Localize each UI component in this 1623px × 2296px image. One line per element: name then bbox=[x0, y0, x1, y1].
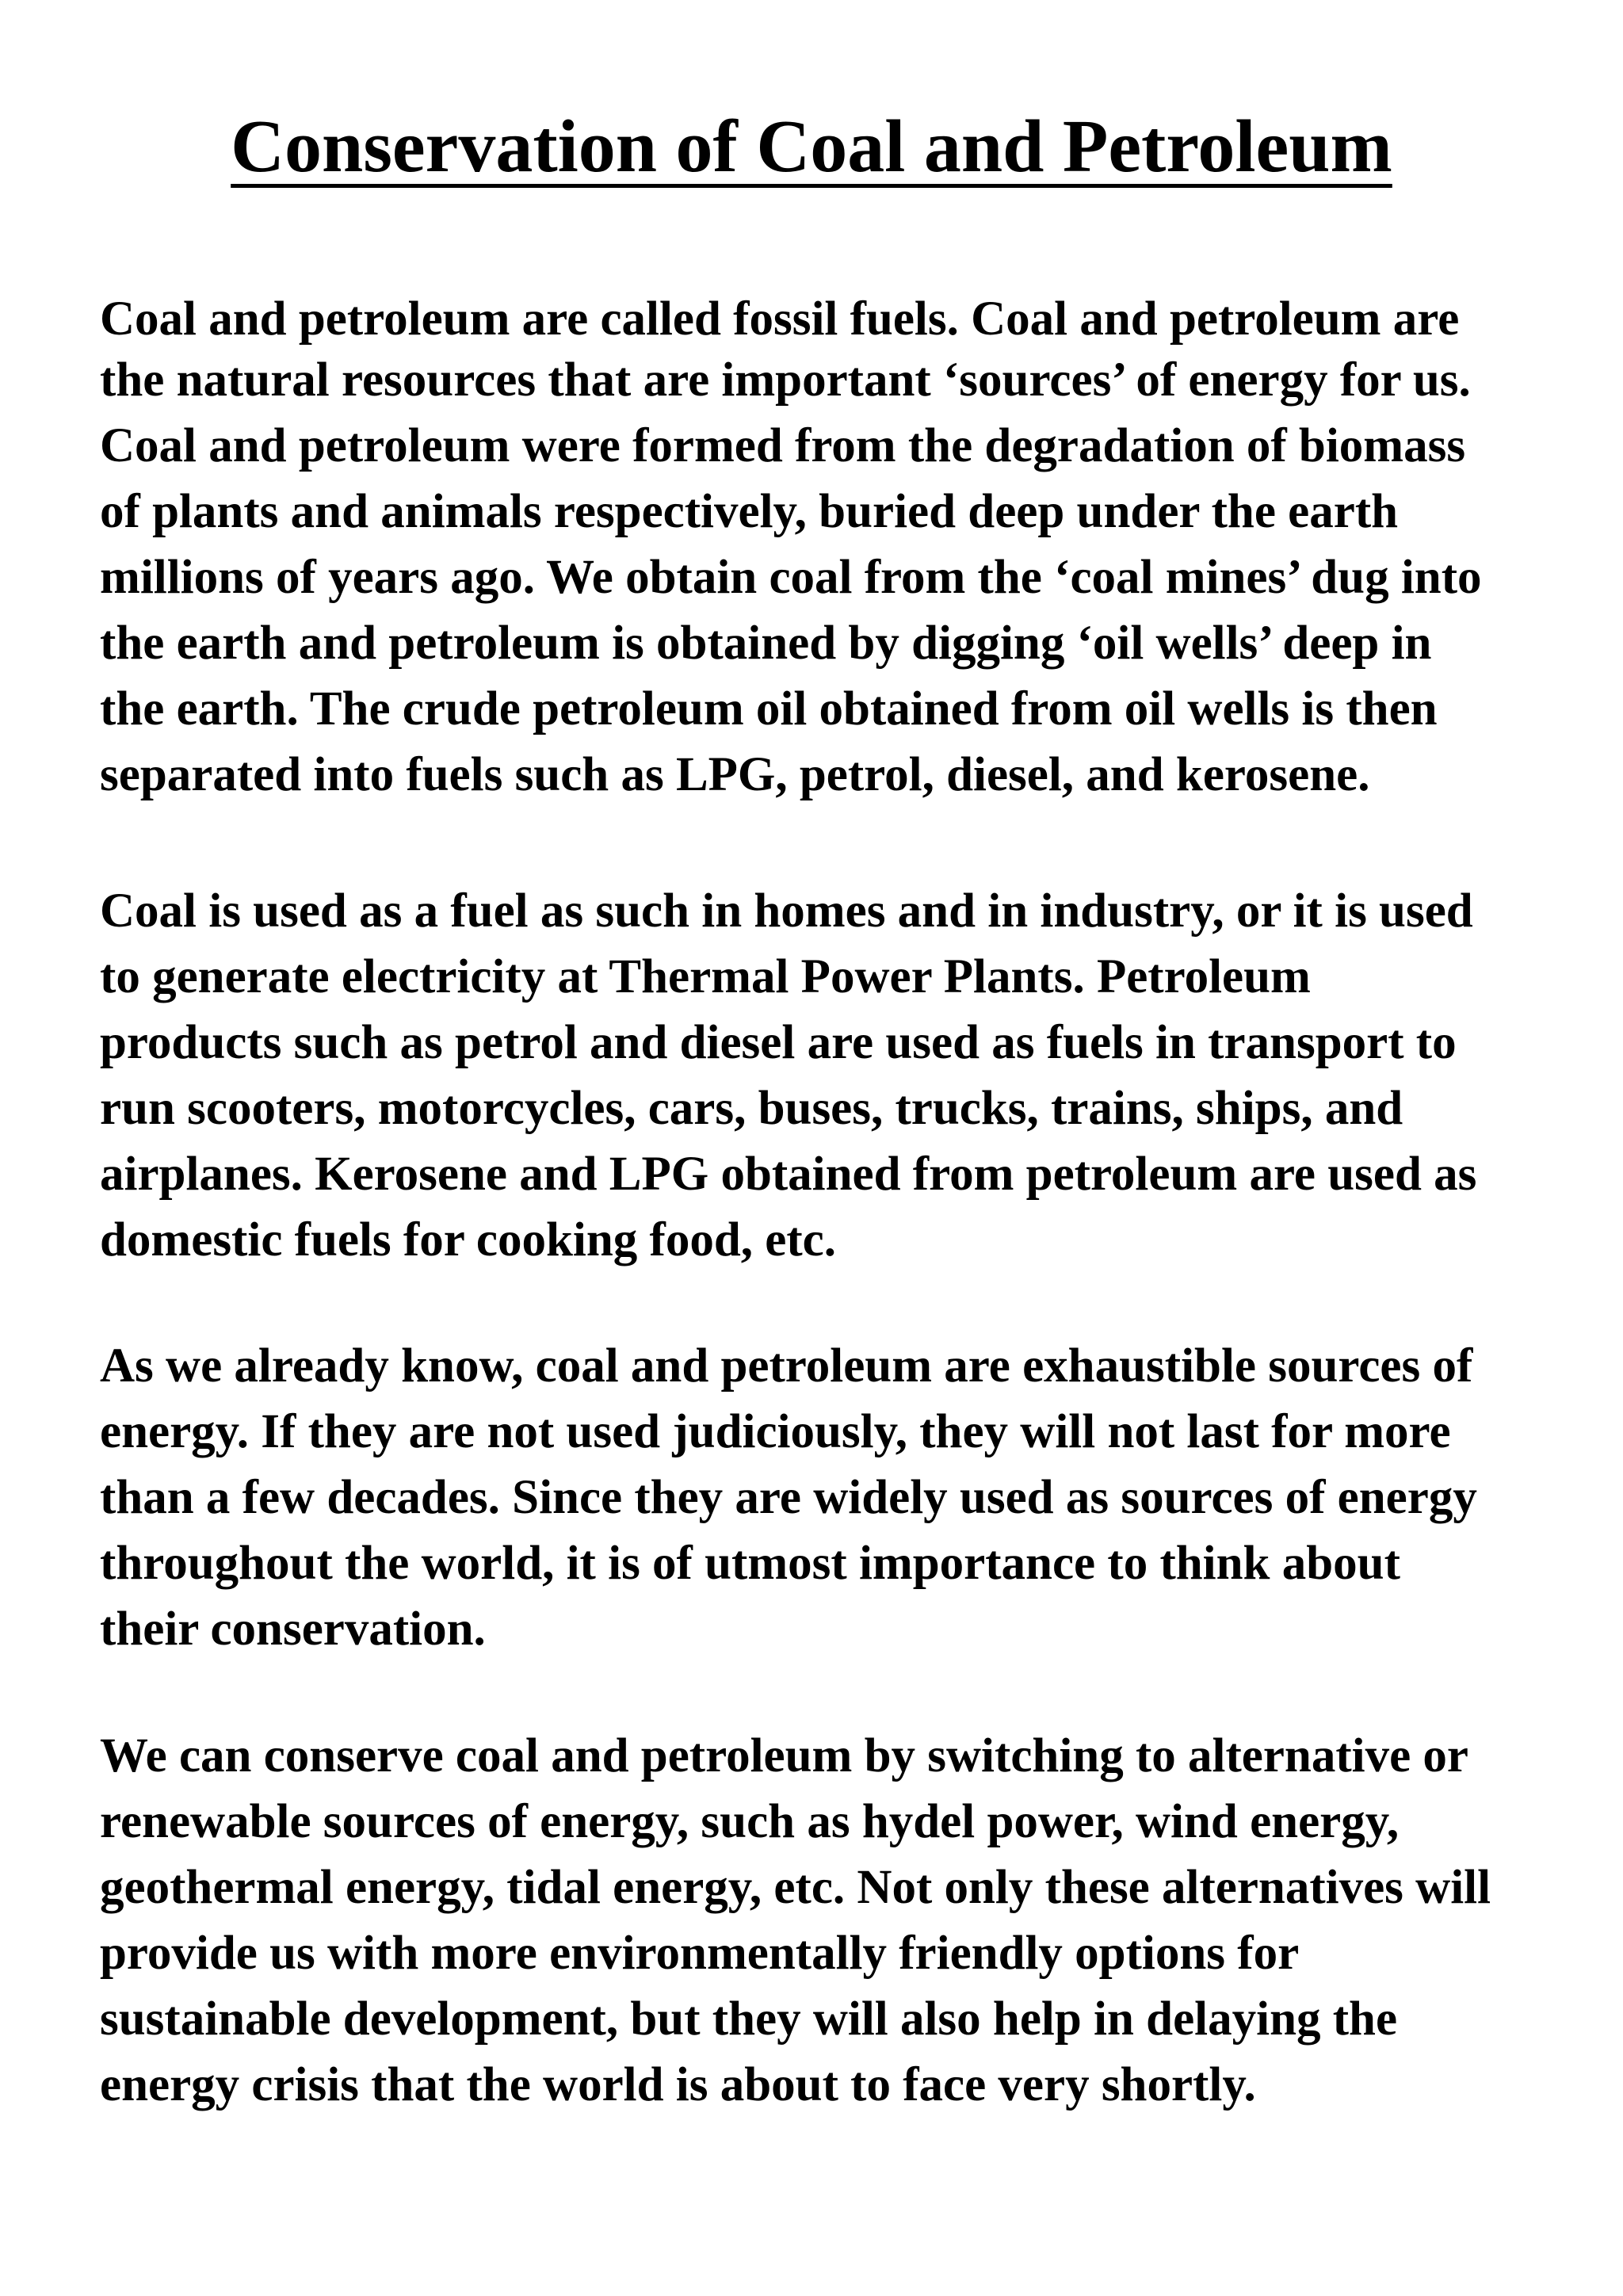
paragraph-line: As we already know, coal and petroleum are exhaustible sources of bbox=[100, 1339, 1473, 1392]
paragraph-line: sustainable development, but they will also help in delaying the bbox=[100, 1992, 1398, 2046]
paragraph-line: provide us with more environmentally friendly options for bbox=[100, 1927, 1300, 1980]
paragraph-line: the earth. The crude petroleum oil obtained from oil wells is then bbox=[100, 682, 1438, 735]
paragraph-fossil-fuels bbox=[100, 292, 1550, 808]
paragraph-line: products such as petrol and diesel are used as fuels in transport to bbox=[100, 1016, 1457, 1069]
paragraph-conservation bbox=[100, 1723, 1550, 2118]
paragraph-line: energy crisis that the world is about to face very shortly. bbox=[100, 2058, 1256, 2111]
paragraph-line: Coal and petroleum were formed from the degradation of biomass bbox=[100, 419, 1466, 472]
paragraph-line: the earth and petroleum is obtained by digging ‘oil wells’ deep in bbox=[100, 617, 1432, 670]
paragraph-line: their conservation. bbox=[100, 1603, 486, 1656]
paragraph-line: to generate electricity at Thermal Power Plants. Petroleum bbox=[100, 950, 1311, 1003]
paragraph-line: energy. If they are not used judiciously, they will not last for more bbox=[100, 1405, 1451, 1458]
paragraph-line: geothermal energy, tidal energy, etc. Not only these alternatives will bbox=[100, 1861, 1491, 1914]
paragraph-line: of plants and animals respectively, buried deep under the earth bbox=[100, 485, 1399, 538]
paragraph-line: throughout the world, it is of utmost importance to think about bbox=[100, 1537, 1400, 1590]
paragraph-line: We can conserve coal and petroleum by switching to alternative or bbox=[100, 1729, 1469, 1782]
paragraph-line: than a few decades. Since they are widely used as sources of energy bbox=[100, 1471, 1477, 1524]
paragraph-line: renewable sources of energy, such as hydel power, wind energy, bbox=[100, 1795, 1400, 1848]
paragraph-line: domestic fuels for cooking food, etc. bbox=[100, 1213, 836, 1266]
paragraph-line: airplanes. Kerosene and LPG obtained from petroleum are used as bbox=[100, 1148, 1477, 1201]
paragraph-line: separated into fuels such as LPG, petrol, diesel, and kerosene. bbox=[100, 748, 1370, 801]
paragraph-line: run scooters, motorcycles, cars, buses, trucks, trains, ships, and bbox=[100, 1082, 1403, 1135]
paragraph-line: the natural resources that are important ‘sources’ of energy for us. bbox=[100, 353, 1471, 407]
paragraph-uses bbox=[100, 878, 1550, 1273]
paragraph-line: Coal and petroleum are called fossil fuels. Coal and petroleum are bbox=[100, 292, 1460, 346]
paragraph-exhaustible bbox=[100, 1333, 1550, 1662]
paragraph-line: millions of years ago. We obtain coal from the ‘coal mines’ dug into bbox=[100, 551, 1482, 604]
paragraph-line: Coal is used as a fuel as such in homes and in industry, or it is used bbox=[100, 884, 1473, 938]
document-title: Conservation of Coal and Petroleum bbox=[231, 105, 1392, 188]
